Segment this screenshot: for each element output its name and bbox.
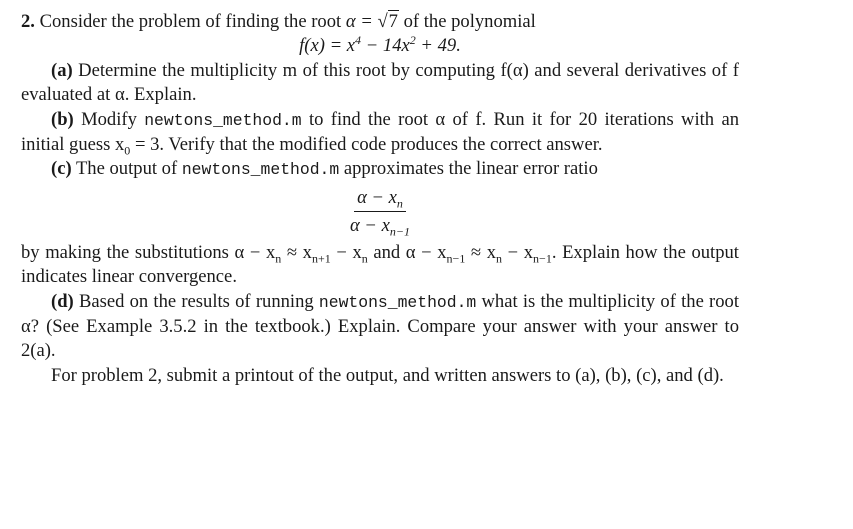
part-c: (c) The output of newtons_method.m approximates the linear error ratio	[51, 158, 598, 180]
problem-intro	[21, 10, 739, 34]
fraction-numerator: $\alpha - x_n$	[354, 187, 406, 212]
fraction-denominator: $\alpha - x_{n-1}$	[350, 214, 410, 239]
part-c-label: (c)	[51, 158, 72, 180]
problem-number: 2.	[21, 11, 35, 32]
error-ratio-fraction	[21, 187, 739, 237]
part-d: (d) Based on the results of running newtons_method.m what is the multiplicity of the root α? (See Example 3.5.2 in the textbook.) Explain. Compare your answer with your answer to 2(a).	[21, 290, 739, 362]
part-a-label: (a)	[51, 59, 73, 81]
problem-document	[21, 10, 739, 388]
intro-text: Consider the problem of finding the root	[39, 11, 346, 32]
part-b-label: (b)	[51, 108, 74, 130]
code-filename: newtons_method.m	[144, 110, 302, 130]
part-d-label: (d)	[51, 290, 74, 312]
submission-instructions: For problem 2, submit a printout of the output, and written answers to (a), (b), (c), and (d).	[51, 364, 724, 386]
part-a	[21, 59, 739, 108]
code-filename: newtons_method.m	[318, 292, 477, 312]
part-c-continued: by making the substitutions $\alpha - x_n \approx x_{n+1} - x_n$ and $\alpha - x_{n-1} \approx x_n - x_{n-1}$. Explain how the output indicates linear convergence.	[21, 241, 739, 288]
polynomial-equation: $f(x) = x^4 - 14x^2 + 49$.	[299, 33, 461, 57]
part-a-text: Determine the multiplicity m of this root by computing f(α) and several derivatives of f evaluated at α. Explain.	[21, 59, 739, 106]
sqrt-radicand: 7	[388, 11, 398, 32]
intro-alpha: α =	[345, 11, 378, 32]
part-b: (b) Modify newtons_method.m to find the root α of f. Run it for 20 iterations with an initial guess $x_0 = 3$. Verify that the modified code produces the correct answer.	[21, 108, 740, 158]
code-filename: newtons_method.m	[181, 160, 340, 180]
sqrt-expression: √7	[377, 11, 398, 32]
intro-tail: of the polynomial	[398, 11, 536, 32]
